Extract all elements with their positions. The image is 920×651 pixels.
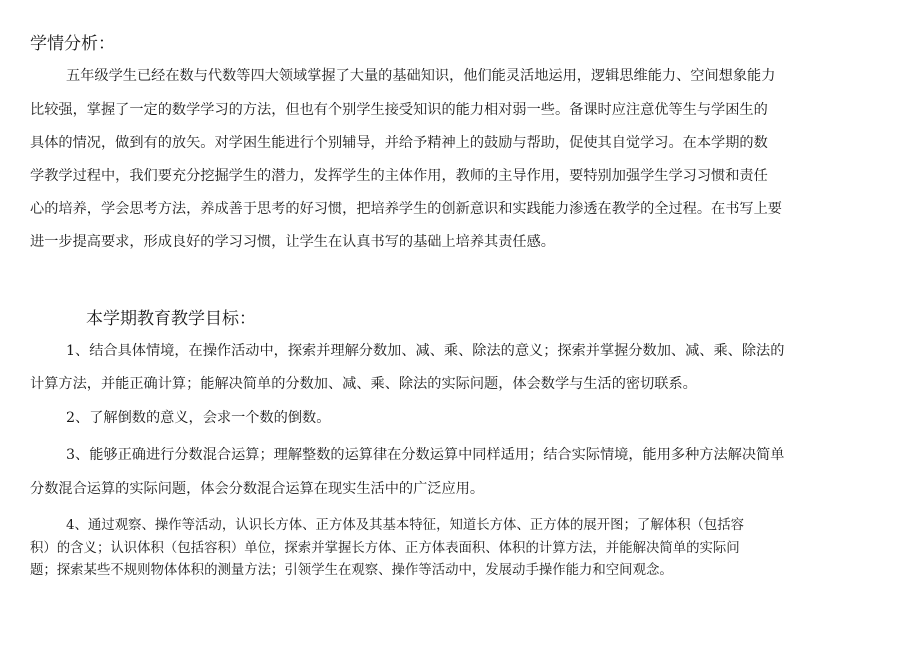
section-heading-learning-analysis: 学情分析：: [30, 34, 115, 54]
goal-1-line: 1、结合具体情境，在操作活动中，探索并理解分数加、减、乘、除法的意义；探索并掌握分数加、减、乘、除法的: [66, 343, 785, 359]
section-heading-teaching-goals: 本学期教育教学目标：: [86, 309, 256, 329]
goal-3-line: 分数混合运算的实际问题，体会分数混合运算在现实生活中的广泛应用。: [30, 481, 485, 497]
paragraph-line: 心的培养，学会思考方法，养成善于思考的好习惯，把培养学生的创新意识和实践能力渗透在教学的全过程。在书写上要: [30, 201, 782, 217]
goal-1-line: 计算方法，并能正确计算；能解决简单的分数加、减、乘、除法的实际问题，体会数学与生活的密切联系。: [30, 376, 697, 392]
paragraph-line: 五年级学生已经在数与代数等四大领域掌握了大量的基础知识，他们能灵活地运用，逻辑思维能力、空间想象能力: [66, 68, 776, 84]
paragraph-line: 比较强，掌握了一定的数学学习的方法，但也有个别学生接受知识的能力相对弱一些。备课时应注意优等生与学困生的: [30, 102, 768, 118]
goal-4-line: 4、通过观察、操作等活动，认识长方体、正方体及其基本特征，知道长方体、正方体的展开图；了解体积（包括容: [66, 518, 745, 533]
goal-3-line: 3、能够正确进行分数混合运算；理解整数的运算律在分数运算中同样适用；结合实际情境，能用多种方法解决简单: [66, 447, 785, 463]
paragraph-line: 具体的情况，做到有的放矢。对学困生能进行个别辅导，并给予精神上的鼓励与帮助，促使其自觉学习。在本学期的数: [30, 135, 768, 151]
paragraph-line: 进一步提高要求，形成良好的学习习惯，让学生在认真书写的基础上培养其责任感。: [30, 234, 555, 250]
goal-2-line: 2、了解倒数的意义，会求一个数的倒数。: [66, 410, 331, 426]
paragraph-line: 学教学过程中，我们要充分挖掘学生的潜力，发挥学生的主体作用，教师的主导作用，要特别加强学生学习习惯和责任: [30, 168, 768, 184]
goal-4-line: 积）的含义；认识体积（包括容积）单位，探索并掌握长方体、正方体表面积、体积的计算方法，并能解决简单的实际问: [30, 541, 740, 556]
goal-4-line: 题；探索某些不规则物体体积的测量方法；引领学生在观察、操作等活动中，发展动手操作能力和空间观念。: [30, 563, 673, 578]
